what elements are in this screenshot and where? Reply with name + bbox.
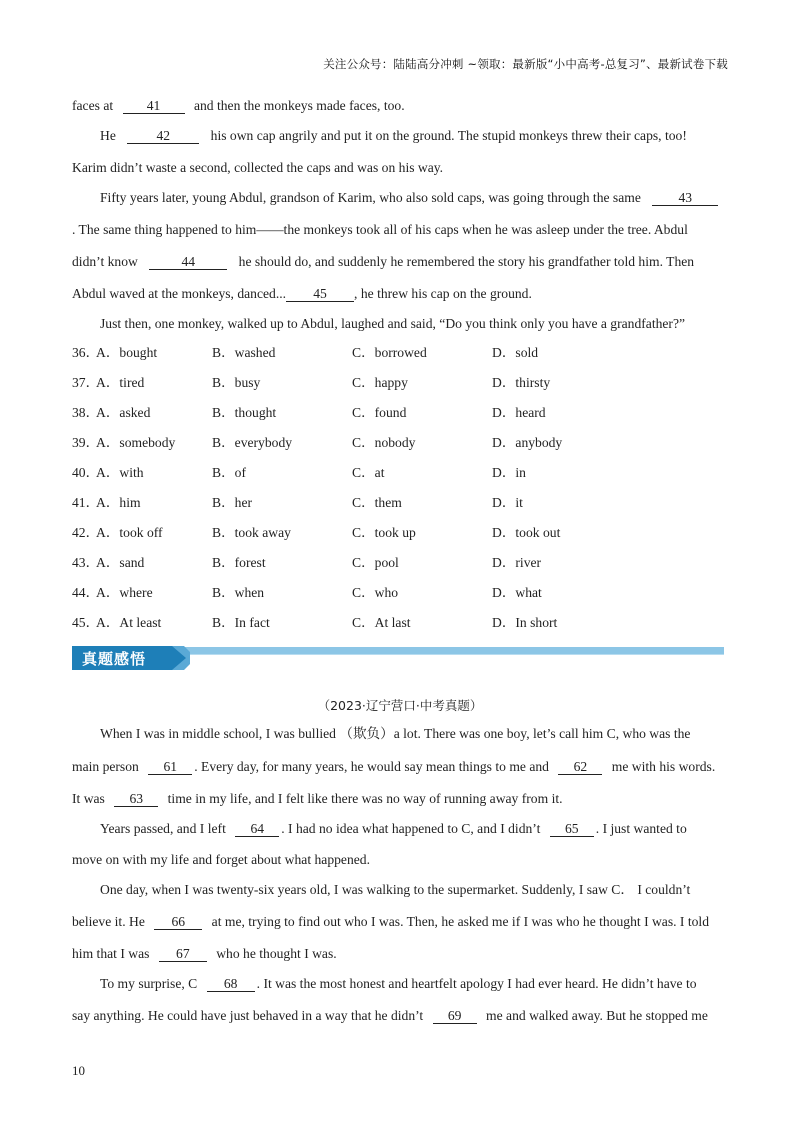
option-d: D．In short [492, 615, 558, 630]
option-a: A．bought [96, 345, 158, 360]
option-row [72, 464, 728, 482]
option-c: C．borrowed [352, 345, 427, 360]
option-d: D．took out [492, 525, 561, 540]
text-span: and then the monkeys made faces, too. [193, 98, 405, 113]
text-span: . It was the most honest and heartfelt apology I had ever heard. He didn’t have to [256, 976, 697, 991]
option-b: B．everybody [212, 435, 293, 450]
option-c: C．pool [352, 555, 399, 570]
blank-69: 69 [433, 1008, 477, 1024]
option-a: A．tired [96, 375, 145, 390]
blank-64: 64 [235, 821, 279, 837]
option-c: C．At last [352, 615, 411, 630]
page-header: 关注公众号：陆陆高分冲刺 ~领取：最新版“小中高考-总复习”、最新试卷下载 [323, 57, 728, 71]
option-d: D．thirsty [492, 375, 551, 390]
blank-66: 66 [154, 914, 202, 930]
option-b: B．when [212, 585, 265, 600]
passage2-line: One day, when I was twenty-six years old, I was walking to the supermarket. Suddenly, I saw C． I couldn’t [100, 882, 691, 897]
question-number: 44． [72, 585, 100, 600]
option-a: A．sand [96, 555, 145, 570]
text-span: . I just wanted to [595, 821, 687, 836]
question-number: 45． [72, 615, 100, 630]
option-b: B．washed [212, 345, 276, 360]
text-span: say anything. He could have just behaved in a way that he didn’t [72, 1008, 424, 1023]
option-b: B．took away [212, 525, 291, 540]
option-d: D．what [492, 585, 542, 600]
text-span: him that I was [72, 946, 150, 961]
option-b: B．In fact [212, 615, 270, 630]
passage2-line [100, 975, 728, 993]
passage1-line [100, 189, 728, 207]
option-c: C．nobody [352, 435, 416, 450]
section-title: 真题感悟 [82, 650, 147, 668]
question-source: （2023·辽宁营口·中考真题） [317, 698, 483, 713]
option-a: A．asked [96, 405, 151, 420]
blank-41: 41 [123, 98, 185, 114]
section-banner [72, 646, 724, 670]
blank-45: 45 [286, 286, 354, 302]
option-row [72, 434, 728, 452]
text-span: . I had no idea what happened to C, and I didn’t [281, 821, 541, 836]
passage2-line [72, 913, 728, 931]
text-span: faces at [72, 98, 114, 113]
option-b: B．forest [212, 555, 266, 570]
question-number: 42． [72, 525, 100, 540]
text-span: To my surprise, C [100, 976, 198, 991]
option-c: C．took up [352, 525, 416, 540]
option-b: B．of [212, 465, 246, 480]
passage1-line [72, 253, 728, 271]
text-span: He [100, 128, 116, 143]
banner-stripe-shadow [172, 654, 724, 655]
option-b: B．thought [212, 405, 277, 420]
option-a: A．At least [96, 615, 162, 630]
option-d: D．sold [492, 345, 539, 360]
passage2-line [72, 945, 728, 963]
passage1-line [100, 127, 728, 145]
option-a: A．took off [96, 525, 163, 540]
option-row [72, 404, 728, 422]
option-a: A．where [96, 585, 153, 600]
passage2-line: When I was in middle school, I was bullied （欺负）a lot. There was one boy, let’s call him C, who was the [100, 726, 691, 741]
question-number: 38． [72, 405, 100, 420]
option-a: A．with [96, 465, 144, 480]
option-c: C．who [352, 585, 399, 600]
question-number: 41． [72, 495, 100, 510]
text-span: Abdul waved at the monkeys, danced... [72, 286, 287, 301]
banner-stripe [172, 647, 724, 654]
passage2-line [100, 820, 728, 838]
text-span: he should do, and suddenly he remembered the story his grandfather told him. Then [238, 254, 695, 269]
blank-61: 61 [148, 759, 192, 775]
option-c: C．at [352, 465, 385, 480]
text-span: believe it. He [72, 914, 145, 929]
passage2-line [72, 1007, 728, 1025]
option-c: C．them [352, 495, 402, 510]
passage1-line: Just then, one monkey, walked up to Abdul, laughed and said, “Do you think only you have a grandfather?” [100, 316, 686, 331]
blank-65: 65 [550, 821, 594, 837]
question-number: 37． [72, 375, 100, 390]
text-span: Years passed, and I left [100, 821, 226, 836]
option-b: B．her [212, 495, 253, 510]
text-span: It was [72, 791, 105, 806]
blank-43: 43 [652, 190, 718, 206]
text-span: who he thought I was. [216, 946, 337, 961]
text-span: . Every day, for many years, he would say mean things to me and [194, 759, 549, 774]
text-span: , he threw his cap on the ground. [354, 286, 532, 301]
passage2-line: move on with my life and forget about what happened. [72, 852, 370, 867]
option-c: C．happy [352, 375, 408, 390]
option-a: A．somebody [96, 435, 176, 450]
question-number: 36． [72, 345, 100, 360]
blank-67: 67 [159, 946, 207, 962]
page-number: 10 [72, 1063, 85, 1078]
option-d: D．in [492, 465, 526, 480]
option-row [72, 524, 728, 542]
blank-44: 44 [149, 254, 227, 270]
text-span: main person [72, 759, 139, 774]
text-span: Fifty years later, young Abdul, grandson of Karim, who also sold caps, was going through the same [100, 190, 641, 205]
blank-42: 42 [127, 128, 199, 144]
passage1-line [72, 97, 728, 115]
option-b: B．busy [212, 375, 261, 390]
option-d: D．anybody [492, 435, 563, 450]
question-number: 40． [72, 465, 100, 480]
option-row [72, 614, 728, 632]
option-row [72, 344, 728, 362]
text-span: time in my life, and I felt like there was no way of running away from it. [167, 791, 563, 806]
blank-62: 62 [558, 759, 602, 775]
text-span: at me, trying to find out who I was. Then, he asked me if I was who he thought I was. I told [211, 914, 710, 929]
passage2-line [72, 790, 728, 808]
option-c: C．found [352, 405, 407, 420]
option-d: D．river [492, 555, 542, 570]
option-a: A．him [96, 495, 141, 510]
option-row [72, 584, 728, 602]
text-span: me and walked away. But he stopped me [486, 1008, 708, 1023]
option-d: D．it [492, 495, 523, 510]
text-span: me with his words. [611, 759, 716, 774]
text-span: his own cap angrily and put it on the ground. The stupid monkeys threw their caps, too! [210, 128, 687, 143]
option-row [72, 374, 728, 392]
text-span: didn’t know [72, 254, 138, 269]
question-number: 43． [72, 555, 100, 570]
option-d: D．heard [492, 405, 546, 420]
passage1-line: . The same thing happened to him——the monkeys took all of his caps when he was asleep under the tree. Abdul [72, 222, 688, 237]
passage1-line: Karim didn’t waste a second, collected the caps and was on his way. [72, 160, 444, 175]
passage1-line [72, 285, 728, 303]
option-row [72, 554, 728, 572]
passage2-line [72, 758, 728, 776]
option-row [72, 494, 728, 512]
blank-68: 68 [207, 976, 255, 992]
blank-63: 63 [114, 791, 158, 807]
question-number: 39． [72, 435, 100, 450]
